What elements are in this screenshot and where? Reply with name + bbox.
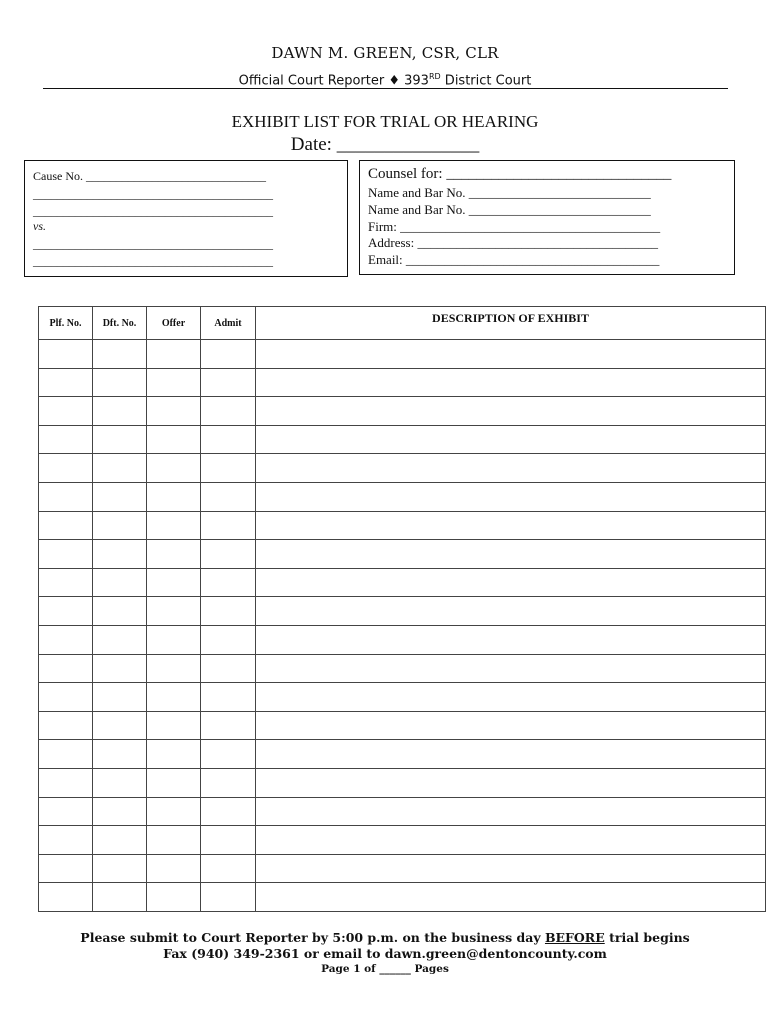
table-row xyxy=(39,340,766,369)
plf-no-cell[interactable] xyxy=(39,797,93,826)
dft-no-cell[interactable] xyxy=(93,540,147,569)
table-row xyxy=(39,397,766,426)
admit-cell[interactable] xyxy=(201,768,256,797)
offer-cell[interactable] xyxy=(147,340,201,369)
admit-cell[interactable] xyxy=(201,511,256,540)
table-row xyxy=(39,425,766,454)
dft-no-cell[interactable] xyxy=(93,425,147,454)
dft-no-cell[interactable] xyxy=(93,854,147,883)
dft-no-cell[interactable] xyxy=(93,740,147,769)
table-row xyxy=(39,854,766,883)
admit-cell[interactable] xyxy=(201,482,256,511)
table-header-row xyxy=(39,307,766,340)
admit-cell[interactable] xyxy=(201,683,256,712)
plf-no-cell[interactable] xyxy=(39,540,93,569)
table-body xyxy=(39,340,766,912)
offer-cell[interactable] xyxy=(147,540,201,569)
header-admit: Admit xyxy=(201,307,256,340)
name-bar-field-2[interactable]: Name and Bar No. ____________________________ xyxy=(368,202,651,217)
description-cell[interactable] xyxy=(256,482,766,511)
admit-cell[interactable] xyxy=(201,454,256,483)
table-row xyxy=(39,768,766,797)
admit-cell[interactable] xyxy=(201,797,256,826)
offer-cell[interactable] xyxy=(147,683,201,712)
header-plf-no: Plf. No. xyxy=(39,307,93,340)
offer-cell[interactable] xyxy=(147,711,201,740)
table-row xyxy=(39,511,766,540)
table-row xyxy=(39,740,766,769)
dft-no-cell[interactable] xyxy=(93,482,147,511)
description-cell[interactable] xyxy=(256,540,766,569)
date-field[interactable]: Date: _______________ xyxy=(290,134,480,155)
party-line-2[interactable]: ________________________________________ xyxy=(33,204,273,218)
party-line-4[interactable]: ________________________________________ xyxy=(33,254,273,268)
description-cell[interactable] xyxy=(256,854,766,883)
header-dft-no: Dft. No. xyxy=(93,307,147,340)
dft-no-cell[interactable] xyxy=(93,711,147,740)
firm-field[interactable]: Firm: ________________________________________ xyxy=(368,219,661,234)
offer-cell[interactable] xyxy=(147,854,201,883)
table-row xyxy=(39,368,766,397)
offer-cell[interactable] xyxy=(147,797,201,826)
submission-note-start: Please submit to Court Reporter by 5:00 p.m. on the business day xyxy=(80,930,545,945)
plf-no-cell[interactable] xyxy=(39,425,93,454)
cause-box xyxy=(24,160,348,277)
counsel-for-field[interactable]: Counsel for: ______________________________ xyxy=(368,166,672,182)
dft-no-cell[interactable] xyxy=(93,568,147,597)
plf-no-cell[interactable] xyxy=(39,768,93,797)
offer-cell[interactable] xyxy=(147,826,201,855)
admit-cell[interactable] xyxy=(201,625,256,654)
cause-no-field[interactable]: Cause No. ______________________________ xyxy=(33,169,266,183)
reporter-name: DAWN M. GREEN, CSR, CLR xyxy=(271,44,499,62)
plf-no-cell[interactable] xyxy=(39,340,93,369)
admit-cell[interactable] xyxy=(201,711,256,740)
description-cell[interactable] xyxy=(256,454,766,483)
plf-no-cell[interactable] xyxy=(39,740,93,769)
submission-note xyxy=(0,930,770,945)
dft-no-cell[interactable] xyxy=(93,826,147,855)
table-row xyxy=(39,625,766,654)
offer-cell[interactable] xyxy=(147,740,201,769)
plf-no-cell[interactable] xyxy=(39,683,93,712)
header-rule xyxy=(43,88,728,89)
offer-cell[interactable] xyxy=(147,883,201,912)
plf-no-cell[interactable] xyxy=(39,511,93,540)
admit-cell[interactable] xyxy=(201,826,256,855)
offer-cell[interactable] xyxy=(147,454,201,483)
offer-cell[interactable] xyxy=(147,768,201,797)
plf-no-cell[interactable] xyxy=(39,654,93,683)
contact-line: Fax (940) 349-2361 or email to dawn.green@dentoncounty.com xyxy=(163,946,607,961)
offer-cell[interactable] xyxy=(147,425,201,454)
plf-no-cell[interactable] xyxy=(39,482,93,511)
header-offer: Offer xyxy=(147,307,201,340)
offer-cell[interactable] xyxy=(147,397,201,426)
table-row xyxy=(39,482,766,511)
table-row xyxy=(39,454,766,483)
description-cell[interactable] xyxy=(256,511,766,540)
dft-no-cell[interactable] xyxy=(93,511,147,540)
description-cell[interactable] xyxy=(256,397,766,426)
dft-no-cell[interactable] xyxy=(93,397,147,426)
description-cell[interactable] xyxy=(256,368,766,397)
party-line-3[interactable]: ________________________________________ xyxy=(33,237,273,251)
plf-no-cell[interactable] xyxy=(39,854,93,883)
offer-cell[interactable] xyxy=(147,597,201,626)
description-cell[interactable] xyxy=(256,768,766,797)
table-row xyxy=(39,597,766,626)
page-count-field[interactable]: Page 1 of ______ Pages xyxy=(321,963,449,975)
versus-label: vs. xyxy=(33,219,46,233)
description-cell[interactable] xyxy=(256,597,766,626)
dft-no-cell[interactable] xyxy=(93,454,147,483)
dft-no-cell[interactable] xyxy=(93,654,147,683)
description-cell[interactable] xyxy=(256,340,766,369)
table-row xyxy=(39,711,766,740)
court-superscript: RD xyxy=(428,72,441,81)
description-cell[interactable] xyxy=(256,797,766,826)
plf-no-cell[interactable] xyxy=(39,568,93,597)
description-cell[interactable] xyxy=(256,568,766,597)
description-cell[interactable] xyxy=(256,683,766,712)
plf-no-cell[interactable] xyxy=(39,625,93,654)
offer-cell[interactable] xyxy=(147,368,201,397)
admit-cell[interactable] xyxy=(201,740,256,769)
address-field[interactable]: Address: _____________________________________ xyxy=(368,235,658,250)
court-subtitle xyxy=(0,72,770,88)
table-row xyxy=(39,654,766,683)
submission-note-end: trial begins xyxy=(604,930,690,945)
plf-no-cell[interactable] xyxy=(39,397,93,426)
admit-cell[interactable] xyxy=(201,425,256,454)
description-cell[interactable] xyxy=(256,711,766,740)
admit-cell[interactable] xyxy=(201,540,256,569)
admit-cell[interactable] xyxy=(201,368,256,397)
name-bar-field-1[interactable]: Name and Bar No. ____________________________ xyxy=(368,185,651,200)
dft-no-cell[interactable] xyxy=(93,625,147,654)
plf-no-cell[interactable] xyxy=(39,826,93,855)
plf-no-cell[interactable] xyxy=(39,454,93,483)
admit-cell[interactable] xyxy=(201,568,256,597)
counsel-box xyxy=(359,160,735,275)
dft-no-cell[interactable] xyxy=(93,368,147,397)
before-emphasis: BEFORE xyxy=(544,930,605,945)
plf-no-cell[interactable] xyxy=(39,597,93,626)
dft-no-cell[interactable] xyxy=(93,597,147,626)
plf-no-cell[interactable] xyxy=(39,368,93,397)
offer-cell[interactable] xyxy=(147,568,201,597)
description-cell[interactable] xyxy=(256,826,766,855)
offer-cell[interactable] xyxy=(147,511,201,540)
description-cell[interactable] xyxy=(256,425,766,454)
document-title: EXHIBIT LIST FOR TRIAL OR HEARING xyxy=(231,112,539,131)
admit-cell[interactable] xyxy=(201,654,256,683)
plf-no-cell[interactable] xyxy=(39,883,93,912)
court-suffix: District Court xyxy=(440,73,532,89)
admit-cell[interactable] xyxy=(201,397,256,426)
party-line-1[interactable]: ________________________________________ xyxy=(33,187,273,201)
dft-no-cell[interactable] xyxy=(93,683,147,712)
table-row xyxy=(39,540,766,569)
dft-no-cell[interactable] xyxy=(93,883,147,912)
plf-no-cell[interactable] xyxy=(39,711,93,740)
dft-no-cell[interactable] xyxy=(93,768,147,797)
dft-no-cell[interactable] xyxy=(93,797,147,826)
table-row xyxy=(39,826,766,855)
header-description: DESCRIPTION OF EXHIBIT xyxy=(256,307,766,340)
admit-cell[interactable] xyxy=(201,854,256,883)
description-cell[interactable] xyxy=(256,654,766,683)
table-row xyxy=(39,883,766,912)
table-row xyxy=(39,568,766,597)
description-cell[interactable] xyxy=(256,740,766,769)
description-cell[interactable] xyxy=(256,883,766,912)
table-row xyxy=(39,683,766,712)
admit-cell[interactable] xyxy=(201,883,256,912)
description-cell[interactable] xyxy=(256,625,766,654)
court-prefix: Official Court Reporter ♦ 393 xyxy=(238,73,429,89)
offer-cell[interactable] xyxy=(147,482,201,511)
admit-cell[interactable] xyxy=(201,597,256,626)
offer-cell[interactable] xyxy=(147,625,201,654)
table-row xyxy=(39,797,766,826)
offer-cell[interactable] xyxy=(147,654,201,683)
dft-no-cell[interactable] xyxy=(93,340,147,369)
email-field[interactable]: Email: _______________________________________ xyxy=(368,252,660,267)
exhibit-table xyxy=(38,306,766,912)
admit-cell[interactable] xyxy=(201,340,256,369)
